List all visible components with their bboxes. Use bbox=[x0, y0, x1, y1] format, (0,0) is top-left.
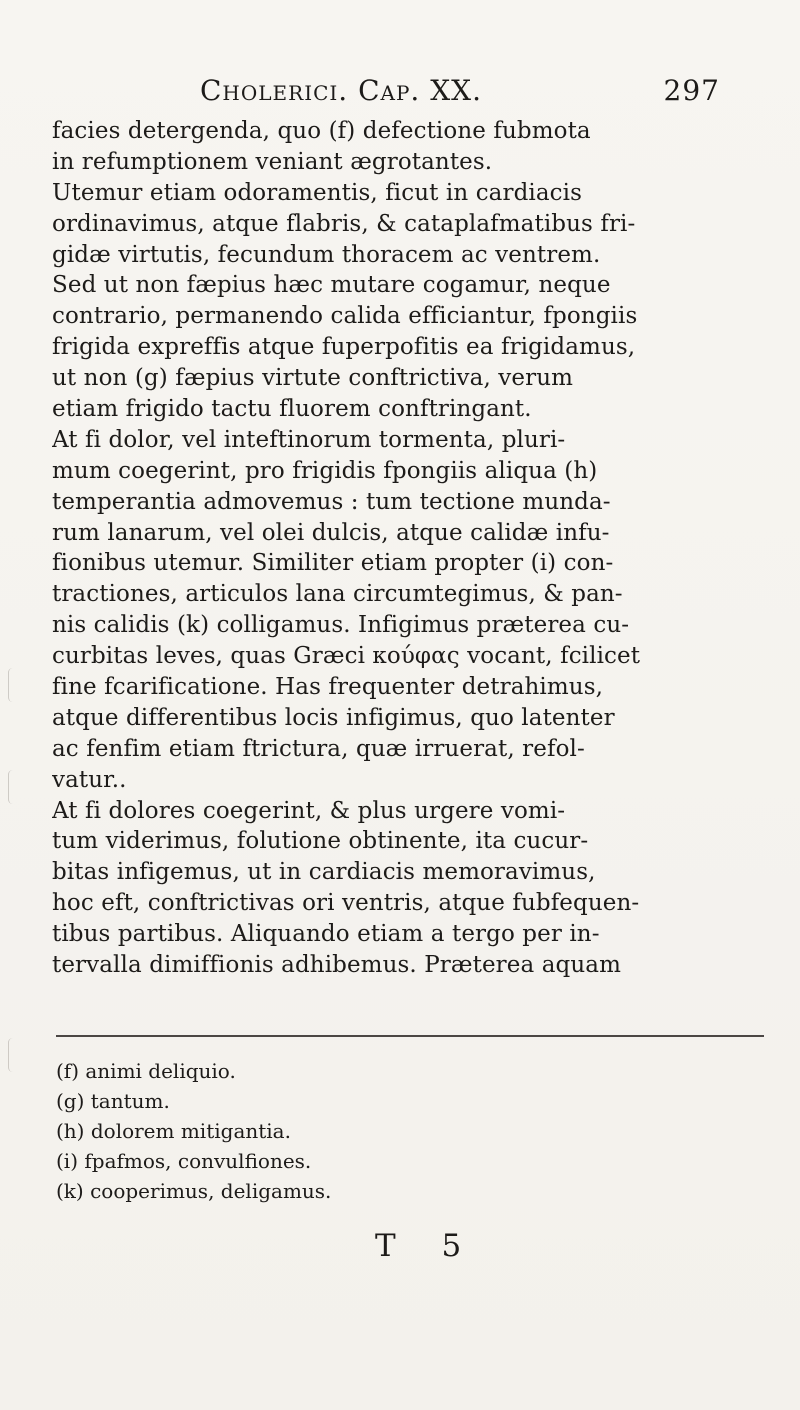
margin-ink-stroke bbox=[8, 668, 17, 702]
footnote-f: (f) animi deliquio. bbox=[56, 1059, 236, 1083]
text-line: tum viderimus, folutione obtinente, ita cucur- bbox=[52, 828, 589, 855]
footnote-h: (h) dolorem mitigantia. bbox=[56, 1119, 291, 1143]
text-line: atque differentibus locis infigimus, quo latenter bbox=[52, 704, 615, 731]
text-line: nis calidis (k) colligamus. Infigimus præterea cu- bbox=[52, 612, 630, 639]
text-line: fionibus utemur. Similiter etiam propter (i) con- bbox=[52, 550, 614, 577]
text-line: temperantia admovemus : tum tectione munda- bbox=[52, 488, 611, 515]
text-line: vatur.. bbox=[52, 766, 127, 793]
text-line: frigida expreffis atque fuperpofitis ea frigidamus, bbox=[52, 334, 636, 361]
margin-ink-stroke bbox=[8, 770, 17, 804]
text-line: Utemur etiam odoramentis, ficut in cardiacis bbox=[52, 179, 583, 206]
margin-ink-stroke bbox=[8, 1038, 17, 1072]
footnote-g: (g) tantum. bbox=[56, 1089, 170, 1113]
text-line: curbitas leves, quas Græci κούφας vocant, fcilicet bbox=[52, 643, 641, 670]
signature-mark: T 5 bbox=[375, 1228, 480, 1264]
footnote-i: (i) fpafmos, convulfiones. bbox=[56, 1149, 312, 1173]
text-line: contrario, permanendo calida efficiantur, fpongiis bbox=[52, 303, 638, 330]
text-line: mum coegerint, pro frigidis fpongiis aliqua (h) bbox=[52, 457, 598, 484]
text-line: etiam frigido tactu fluorem conftringant. bbox=[52, 396, 532, 423]
text-line: gidæ virtutis, fecundum thoracem ac ventrem. bbox=[52, 241, 601, 268]
text-line: fine fcarificatione. Has frequenter detrahimus, bbox=[52, 674, 604, 701]
footnotes bbox=[56, 1056, 656, 1206]
text-line: facies detergenda, quo (f) defectione fubmota bbox=[52, 118, 591, 144]
text-line: in refumptionem veniant ægrotantes. bbox=[52, 148, 493, 175]
running-title: Cholerici. Cap. XX. bbox=[200, 74, 482, 107]
text-line: ac fenfim etiam ftrictura, quæ irruerat, refol- bbox=[52, 735, 585, 762]
text-line: At fi dolor, vel inteftinorum tormenta, pluri- bbox=[52, 426, 566, 453]
footnote-rule bbox=[56, 1035, 764, 1037]
text-line: bitas infigemus, ut in cardiacis memoravimus, bbox=[52, 859, 596, 886]
text-line: At fi dolores coegerint, & plus urgere vomi- bbox=[52, 797, 566, 824]
text-line: hoc eft, conftrictivas ori ventris, atque fubfequen- bbox=[52, 890, 640, 917]
text-line: tractiones, articulos lana circumtegimus, & pan- bbox=[52, 581, 623, 608]
footnote-k: (k) cooperimus, deligamus. bbox=[56, 1179, 332, 1203]
text-line: ordinavimus, atque flabris, & cataplafmatibus fri- bbox=[52, 210, 636, 237]
text-line: tibus partibus. Aliquando etiam a tergo per in- bbox=[52, 921, 600, 948]
text-line: Sed ut non fæpius hæc mutare cogamur, neque bbox=[52, 272, 611, 299]
body-text bbox=[52, 116, 768, 981]
text-line: rum lanarum, vel olei dulcis, atque calidæ infu- bbox=[52, 519, 610, 546]
page-header bbox=[200, 74, 720, 114]
text-line: tervalla dimiffionis adhibemus. Præterea aquam bbox=[52, 952, 621, 979]
page-number: 297 bbox=[663, 74, 720, 107]
text-line: ut non (g) fæpius virtute conftrictiva, verum bbox=[52, 365, 574, 392]
